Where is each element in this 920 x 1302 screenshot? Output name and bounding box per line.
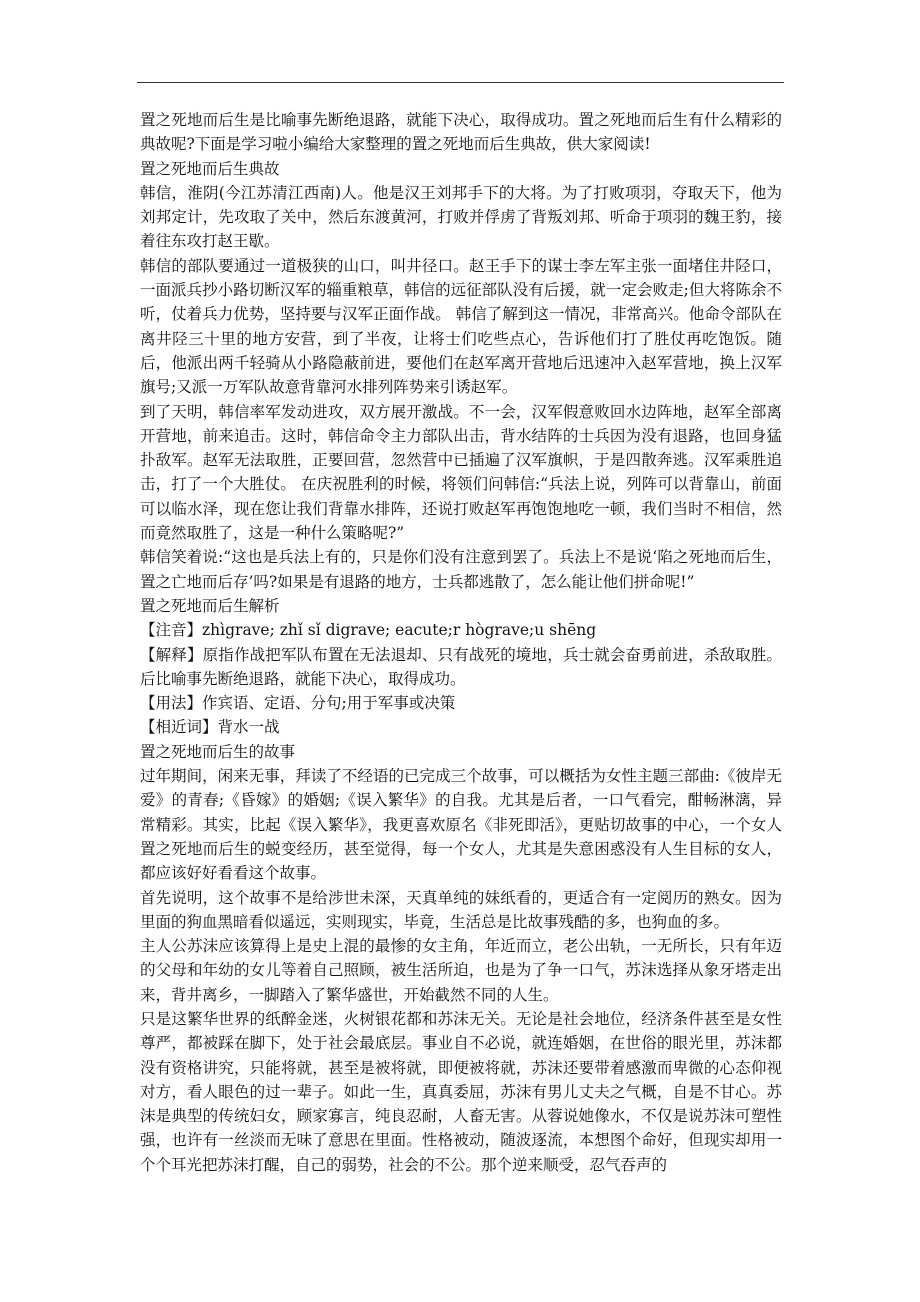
paragraph: 只是这繁华世界的纸醉金迷，火树银花都和苏沫无关。无论是社会地位，经济条件甚至是女性尊严，都被踩在脚下，处于社会最底层。事业自不必说，就连婚姻，在世俗的眼光里，苏沫都没有资格讲究，只能将就，甚至是被将就，即便被将就，苏沫还要带着感激而卑微的心态仰视对方，看人眼色的过一辈子。如此一生，真真委屈，苏沫有男儿丈夫之气概，自是不甘心。苏沫是典型的传统妇女，顾家寡言，纯良忍耐，人畜无害。从蓉说她像水，不仅是说苏沫可塑性强，也许有一丝淡而无味了意思在里面。性格被动，随波逐流，本想图个命好，但现实却用一个个耳光把苏沫打醒，自己的弱势，社会的不公。那个逆来顺受，忍气吞声的 xyxy=(140,1009,782,1174)
section-heading-story: 置之死地而后生的故事 xyxy=(140,742,296,761)
intro-paragraph: 置之死地而后生是比喻事先断绝退路，就能下决心，取得成功。置之死地而后生有什么精彩的典故呢?下面是学习啦小编给大家整理的置之死地而后生典故，供大家阅读! xyxy=(140,111,782,154)
paragraph: 到了天明，韩信率军发动进攻，双方展开激战。不一会，汉军假意败回水边阵地，赵军全部离开营地，前来追击。这时，韩信命令主力部队出击，背水结阵的士兵因为没有退路，也回身猛扑敌军。赵军无法取胜，正要回营，忽然营中已插遍了汉军旗帜，于是四散奔逃。汉军乘胜追击，打了一个大胜仗。 在庆祝胜利的时候，将领们问韩信:“兵法上说，列阵可以背靠山，前面可以临水泽，现在您让我们背靠水排阵，还说打败赵军再饱饱地吃一顿，我们当时不相信，然而竟然取胜了，这是一种什么策略呢?” xyxy=(140,402,782,543)
paragraph: 首先说明，这个故事不是给涉世未深，天真单纯的妹纸看的，更适合有一定阅历的熟女。因为里面的狗血黑暗看似遥远，实则现实，毕竟，生活总是比故事残酷的多，也狗血的多。 xyxy=(140,888,782,931)
usage-entry: 【用法】作宾语、定语、分句;用于军事或决策 xyxy=(140,694,456,713)
article-body xyxy=(140,108,782,1177)
section-heading-allusion: 置之死地而后生典故 xyxy=(140,159,280,178)
header-rule xyxy=(137,82,784,83)
pronunciation-entry: 【注音】zhìgrave; zhǐ sǐ digrave; eacute;r hògrave;u shēng xyxy=(140,621,597,640)
explanation-entry: 【解释】原指作战把军队布置在无法退却、只有战死的境地，兵士就会奋勇前进，杀敌取胜。后比喻事先断绝退路，就能下决心，取得成功。 xyxy=(140,645,782,688)
paragraph: 韩信，淮阴(今江苏清江西南)人。他是汉王刘邦手下的大将。为了打败项羽，夺取天下，他为刘邦定计，先攻取了关中，然后东渡黄河，打败并俘虏了背叛刘邦、听命于项羽的魏王豹，接着往东攻打赵王歇。 xyxy=(140,183,782,251)
paragraph: 韩信笑着说:“这也是兵法上有的，只是你们没有注意到罢了。兵法上不是说‘陷之死地而后生，置之亡地而后存’吗?如果是有退路的地方，士兵都逃散了，怎么能让他们拼命呢!” xyxy=(140,548,782,591)
section-heading-analysis: 置之死地而后生解析 xyxy=(140,596,280,615)
paragraph: 韩信的部队要通过一道极狭的山口，叫井径口。赵王手下的谋士李左军主张一面堵住井陉口，一面派兵抄小路切断汉军的辎重粮草，韩信的远征部队没有后援，就一定会败走;但大将陈余不听，仗着兵力优势，坚持要与汉军正面作战。 韩信了解到这一情况，非常高兴。他命令部队在离井陉三十里的地方安营，到了半夜，让将士们吃些点心，告诉他们打了胜仗再吃饱饭。随后，他派出两千轻骑从小路隐蔽前进，要他们在赵军离开营地后迅速冲入赵军营地，换上汉军旗号;又派一万军队故意背靠河水排列阵势来引诱赵军。 xyxy=(140,256,782,397)
paragraph: 主人公苏沫应该算得上是史上混的最惨的女主角，年近而立，老公出轨，一无所长，只有年迈的父母和年幼的女儿等着自己照顾，被生活所迫，也是为了争一口气，苏沫选择从象牙塔走出来，背井离乡，一脚踏入了繁华盛世，开始截然不同的人生。 xyxy=(140,937,782,1004)
synonym-entry: 【相近词】背水一战 xyxy=(140,718,280,737)
paragraph: 过年期间，闲来无事，拜读了不经语的已完成三个故事，可以概括为女性主题三部曲:《彼岸无爱》的青春;《昏嫁》的婚姻;《误入繁华》的自我。尤其是后者，一口气看完，酣畅淋漓，异常精彩。其实，比起《误入繁华》，我更喜欢原名《非死即活》，更贴切故事的中心，一个女人置之死地而后生的蜕变经历，甚至觉得，每一个女人，尤其是失意困惑没有人生目标的女人，都应该好好看看这个故事。 xyxy=(140,767,782,883)
